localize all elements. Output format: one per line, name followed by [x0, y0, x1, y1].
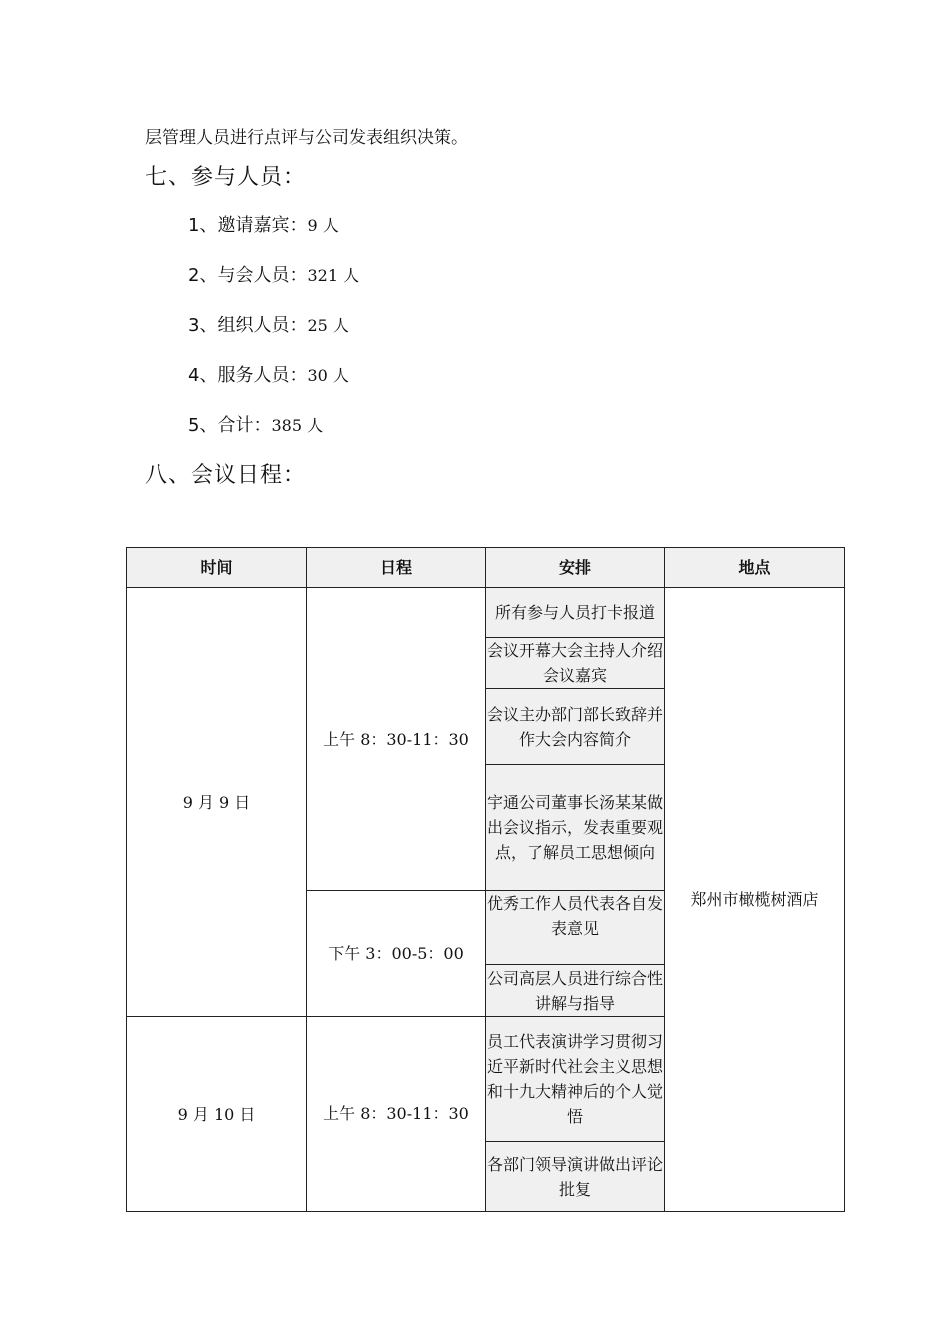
- arrangement-cell: 会议主办部门部长致辞并作大会内容简介: [486, 689, 665, 765]
- participant-item-total: [188, 413, 323, 439]
- arrangement-cell: 所有参与人员打卡报道: [486, 588, 665, 638]
- time-cell-day1-morning: 上午 8：30-11：30: [307, 588, 486, 891]
- time-cell-day1-afternoon: 下午 3：00-5：00: [307, 891, 486, 1017]
- participant-label: 2、与会人员：: [188, 265, 308, 286]
- participant-label: 3、组织人员：: [188, 315, 308, 336]
- section-heading-schedule: 八、会议日程：: [145, 463, 307, 488]
- participant-value: 30 人: [307, 366, 349, 385]
- schedule-table: [126, 547, 845, 1212]
- participant-item-attendees: [188, 263, 359, 289]
- time-cell-day2-morning: 上午 8：30-11：30: [307, 1017, 486, 1212]
- participant-item-organizers: [188, 313, 349, 339]
- header-location: 地点: [665, 548, 845, 588]
- participant-value: 385 人: [271, 416, 324, 435]
- location-cell: 郑州市橄榄树酒店: [665, 588, 845, 1212]
- header-arrangement: 安排: [486, 548, 665, 588]
- arrangement-cell: 优秀工作人员代表各自发表意见: [486, 891, 665, 965]
- table-header-row: [127, 548, 845, 588]
- arrangement-cell: 宇通公司董事长汤某某做出会议指示，发表重要观点，了解员工思想倾向: [486, 765, 665, 891]
- arrangement-cell: 员工代表演讲学习贯彻习近平新时代社会主义思想和十九大精神后的个人觉悟: [486, 1017, 665, 1142]
- date-cell-day2: 9 月 10 日: [127, 1017, 307, 1212]
- participant-item-service-staff: [188, 363, 349, 389]
- arrangement-cell: 会议开幕大会主持人介绍会议嘉宾: [486, 638, 665, 689]
- participant-label: 1、邀请嘉宾：: [188, 215, 308, 236]
- arrangement-cell: 各部门领导演讲做出评论批复: [486, 1142, 665, 1212]
- section-heading-participants: 七、参与人员：: [145, 165, 307, 190]
- arrangement-cell: 公司高层人员进行综合性讲解与指导: [486, 965, 665, 1017]
- table-row: [127, 588, 845, 638]
- participant-label: 5、合计：: [188, 415, 272, 436]
- date-cell-day1: 9 月 9 日: [127, 588, 307, 1017]
- intro-paragraph-line: 层管理人员进行点评与公司发表组织决策。: [145, 128, 468, 148]
- participant-label: 4、服务人员：: [188, 365, 308, 386]
- header-time: 时间: [127, 548, 307, 588]
- participant-value: 25 人: [307, 316, 349, 335]
- participant-value: 321 人: [307, 266, 360, 285]
- participant-item-guests: [188, 213, 339, 239]
- header-agenda: 日程: [307, 548, 486, 588]
- participant-value: 9 人: [307, 216, 339, 235]
- schedule-table-wrapper: [126, 547, 845, 1212]
